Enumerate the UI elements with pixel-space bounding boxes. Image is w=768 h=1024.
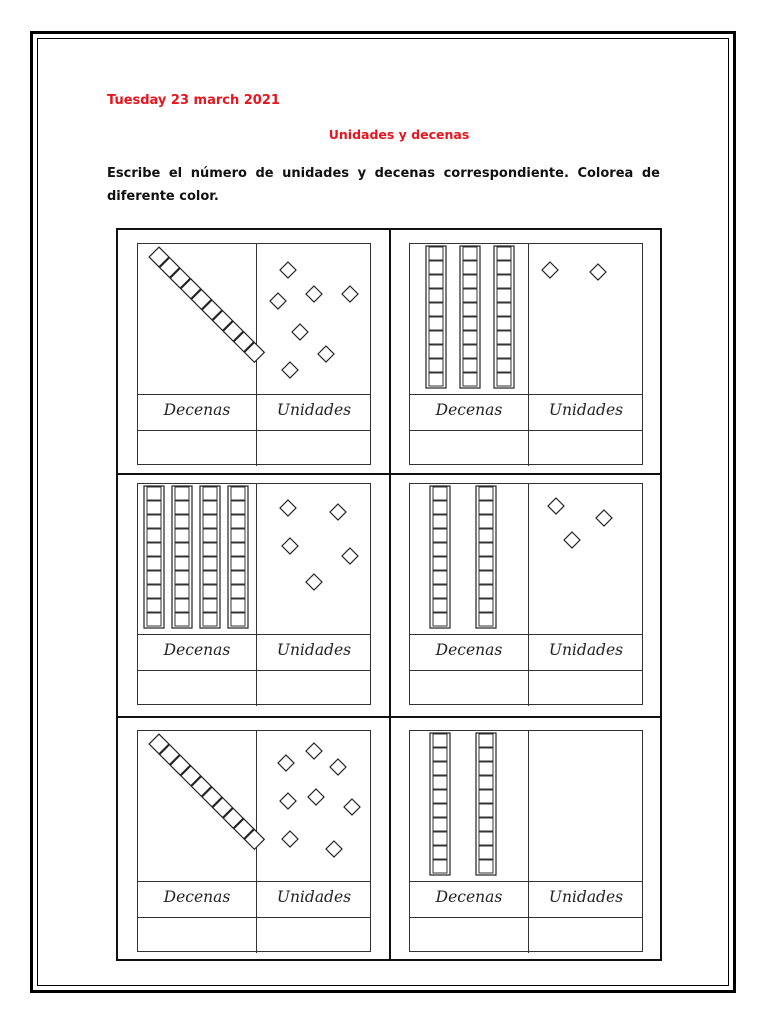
unit-cube bbox=[590, 264, 606, 280]
tens-rod bbox=[426, 246, 446, 388]
worksheet-title: Unidades y decenas bbox=[328, 127, 470, 142]
exercise-grid bbox=[116, 228, 662, 961]
unit-cube bbox=[596, 510, 612, 526]
tens-rod-cube bbox=[203, 571, 217, 584]
tens-rod-cube bbox=[433, 762, 447, 775]
decenas-label: Decenas bbox=[163, 641, 231, 659]
decenas-label: Decenas bbox=[163, 888, 231, 906]
tens-rod-cube bbox=[479, 818, 493, 831]
unit-cube bbox=[306, 743, 322, 759]
unit-cube bbox=[330, 504, 346, 520]
unidades-answer-box[interactable] bbox=[529, 671, 644, 705]
tens-rod-cube bbox=[433, 776, 447, 789]
tens-rod-cube bbox=[203, 585, 217, 598]
tens-rod-cube bbox=[147, 557, 161, 570]
tens-rod-cube bbox=[147, 571, 161, 584]
decenas-label: Decenas bbox=[435, 401, 503, 419]
tens-rod-cube bbox=[479, 776, 493, 789]
card-row-line bbox=[138, 394, 370, 395]
tens-rod-cube bbox=[463, 359, 477, 372]
place-value-card-1 bbox=[137, 243, 371, 465]
tens-rod-cube bbox=[433, 748, 447, 761]
tens-rod-cube bbox=[433, 832, 447, 845]
tens-rod-cube bbox=[433, 487, 447, 500]
tens-rod-cube bbox=[479, 501, 493, 514]
tens-rod-cube bbox=[479, 557, 493, 570]
unit-cube bbox=[344, 799, 360, 815]
tens-rod-cube bbox=[175, 487, 189, 500]
decenas-answer-box[interactable] bbox=[138, 918, 256, 952]
tens-rod-cube bbox=[203, 501, 217, 514]
tens-rod-cube bbox=[147, 501, 161, 514]
unit-cube bbox=[278, 755, 294, 771]
unidades-label: Unidades bbox=[548, 401, 624, 419]
tens-rod-cube bbox=[203, 613, 217, 626]
tens-rod-cube bbox=[463, 275, 477, 288]
tens-rod bbox=[430, 486, 450, 628]
tens-rod-cube bbox=[147, 543, 161, 556]
tens-rod-cube bbox=[429, 289, 443, 302]
place-value-picture bbox=[410, 484, 644, 634]
tens-rod-cube bbox=[203, 529, 217, 542]
tens-rod bbox=[460, 246, 480, 388]
tens-rod bbox=[172, 486, 192, 628]
unidades-answer-box[interactable] bbox=[529, 918, 644, 952]
tens-rod-cube bbox=[479, 571, 493, 584]
tens-rod-cube bbox=[479, 529, 493, 542]
card-row-line bbox=[138, 881, 370, 882]
tens-rod-cube bbox=[463, 331, 477, 344]
tens-rod-cube bbox=[203, 543, 217, 556]
decenas-answer-box[interactable] bbox=[138, 431, 256, 465]
tens-rod-cube bbox=[433, 790, 447, 803]
tens-rod-cube bbox=[479, 846, 493, 859]
tens-rod-cube bbox=[175, 515, 189, 528]
unidades-label: Unidades bbox=[276, 641, 352, 659]
unit-cube bbox=[542, 262, 558, 278]
tens-rod bbox=[200, 486, 220, 628]
tens-rod-cube bbox=[175, 613, 189, 626]
tens-rod-cube bbox=[147, 613, 161, 626]
tens-rod-cube bbox=[433, 860, 447, 873]
place-value-picture bbox=[138, 731, 372, 881]
tens-rod-cube bbox=[479, 860, 493, 873]
tens-rod bbox=[228, 486, 248, 628]
tens-rod-cube bbox=[463, 289, 477, 302]
tens-rod-cube bbox=[433, 571, 447, 584]
tens-rod-cube bbox=[433, 529, 447, 542]
tens-rod-cube bbox=[429, 275, 443, 288]
tens-rod-cube bbox=[147, 529, 161, 542]
instructions-text: Escribe el número de unidades y decenas correspondiente. Colorea de diferente color. bbox=[107, 166, 660, 204]
tens-rod-cube bbox=[433, 599, 447, 612]
tens-rod-cube bbox=[231, 613, 245, 626]
unit-cube bbox=[308, 789, 324, 805]
card-row-line bbox=[410, 394, 642, 395]
decenas-label: Decenas bbox=[435, 888, 503, 906]
tens-rod-cube bbox=[429, 317, 443, 330]
unit-cube bbox=[548, 498, 564, 514]
tens-rod-cube bbox=[231, 585, 245, 598]
tens-rod-cube bbox=[231, 487, 245, 500]
decenas-answer-box[interactable] bbox=[410, 671, 528, 705]
tens-rod-cube bbox=[433, 734, 447, 747]
unit-cube bbox=[564, 532, 580, 548]
place-value-card-6 bbox=[409, 730, 643, 952]
tens-rod-cube bbox=[429, 373, 443, 386]
tens-rod-cube bbox=[429, 261, 443, 274]
unit-cube bbox=[270, 293, 286, 309]
tens-rod-cube bbox=[147, 585, 161, 598]
place-value-picture bbox=[138, 484, 372, 634]
tens-rod-cube bbox=[175, 501, 189, 514]
unit-cube bbox=[282, 362, 298, 378]
unit-cube bbox=[306, 286, 322, 302]
unit-cube bbox=[292, 324, 308, 340]
tens-rod-cube bbox=[497, 303, 511, 316]
tens-rod-cube bbox=[175, 529, 189, 542]
unidades-label: Unidades bbox=[548, 888, 624, 906]
tens-rod-cube bbox=[203, 557, 217, 570]
tens-rod-cube bbox=[429, 303, 443, 316]
place-value-picture bbox=[138, 244, 372, 394]
tens-rod-cube bbox=[463, 317, 477, 330]
tens-rod bbox=[149, 734, 264, 849]
tens-rod-cube bbox=[479, 748, 493, 761]
tens-rod-cube bbox=[433, 515, 447, 528]
tens-rod-cube bbox=[479, 487, 493, 500]
unidades-answer-box[interactable] bbox=[257, 431, 372, 465]
place-value-card-3 bbox=[137, 483, 371, 705]
tens-rod-cube bbox=[497, 261, 511, 274]
tens-rod-cube bbox=[479, 804, 493, 817]
tens-rod-cube bbox=[463, 345, 477, 358]
tens-rod-cube bbox=[203, 599, 217, 612]
unit-cube bbox=[306, 574, 322, 590]
unit-cube bbox=[282, 831, 298, 847]
place-value-card-5 bbox=[137, 730, 371, 952]
tens-rod-cube bbox=[231, 557, 245, 570]
tens-rod-cube bbox=[479, 790, 493, 803]
tens-rod-cube bbox=[463, 261, 477, 274]
tens-rod-cube bbox=[433, 846, 447, 859]
date-text: Tuesday 23 march 2021 bbox=[107, 93, 280, 108]
tens-rod-cube bbox=[433, 501, 447, 514]
tens-rod-cube bbox=[497, 289, 511, 302]
grid-divider-horizontal-1 bbox=[118, 473, 660, 475]
card-row-line bbox=[410, 634, 642, 635]
decenas-answer-box[interactable] bbox=[138, 671, 256, 705]
tens-rod-cube bbox=[175, 585, 189, 598]
tens-rod-cube bbox=[433, 557, 447, 570]
tens-rod-cube bbox=[147, 515, 161, 528]
tens-rod bbox=[149, 247, 264, 362]
tens-rod-cube bbox=[497, 359, 511, 372]
unit-cube bbox=[280, 793, 296, 809]
unit-cube bbox=[326, 841, 342, 857]
tens-rod-cube bbox=[479, 734, 493, 747]
card-row-line bbox=[410, 881, 642, 882]
tens-rod-cube bbox=[429, 331, 443, 344]
tens-rod-cube bbox=[433, 543, 447, 556]
tens-rod-cube bbox=[147, 487, 161, 500]
tens-rod-cube bbox=[479, 762, 493, 775]
tens-rod-cube bbox=[203, 487, 217, 500]
tens-rod-cube bbox=[231, 543, 245, 556]
tens-rod-cube bbox=[479, 613, 493, 626]
decenas-label: Decenas bbox=[163, 401, 231, 419]
tens-rod-cube bbox=[479, 515, 493, 528]
tens-rod bbox=[476, 486, 496, 628]
tens-rod-cube bbox=[429, 359, 443, 372]
place-value-picture bbox=[410, 731, 644, 881]
unidades-answer-box[interactable] bbox=[257, 918, 372, 952]
unit-cube bbox=[342, 286, 358, 302]
unidades-label: Unidades bbox=[276, 888, 352, 906]
tens-rod-cube bbox=[433, 613, 447, 626]
tens-rod-cube bbox=[497, 331, 511, 344]
unit-cube bbox=[280, 500, 296, 516]
grid-divider-horizontal-2 bbox=[118, 716, 660, 718]
decenas-answer-box[interactable] bbox=[410, 918, 528, 952]
tens-rod-cube bbox=[231, 515, 245, 528]
tens-rod-cube bbox=[231, 571, 245, 584]
tens-rod-cube bbox=[429, 345, 443, 358]
tens-rod-cube bbox=[497, 275, 511, 288]
tens-rod-cube bbox=[429, 247, 443, 260]
decenas-label: Decenas bbox=[435, 641, 503, 659]
tens-rod-cube bbox=[231, 501, 245, 514]
tens-rod-cube bbox=[497, 373, 511, 386]
tens-rod-cube bbox=[175, 571, 189, 584]
tens-rod-cube bbox=[203, 515, 217, 528]
card-row-line bbox=[138, 634, 370, 635]
unit-cube bbox=[282, 538, 298, 554]
unidades-label: Unidades bbox=[276, 401, 352, 419]
tens-rod bbox=[494, 246, 514, 388]
tens-rod-cube bbox=[231, 529, 245, 542]
place-value-picture bbox=[410, 244, 644, 394]
tens-rod-cube bbox=[479, 585, 493, 598]
unidades-answer-box[interactable] bbox=[257, 671, 372, 705]
tens-rod-cube bbox=[497, 345, 511, 358]
tens-rod-cube bbox=[497, 247, 511, 260]
tens-rod-cube bbox=[479, 599, 493, 612]
unidades-answer-box[interactable] bbox=[529, 431, 644, 465]
unit-cube bbox=[330, 759, 346, 775]
place-value-card-2 bbox=[409, 243, 643, 465]
tens-rod-cube bbox=[175, 543, 189, 556]
tens-rod bbox=[430, 733, 450, 875]
tens-rod-cube bbox=[433, 804, 447, 817]
tens-rod bbox=[476, 733, 496, 875]
unit-cube bbox=[318, 346, 334, 362]
unit-cube bbox=[342, 548, 358, 564]
decenas-answer-box[interactable] bbox=[410, 431, 528, 465]
tens-rod-cube bbox=[479, 543, 493, 556]
tens-rod-cube bbox=[463, 247, 477, 260]
tens-rod-cube bbox=[433, 585, 447, 598]
tens-rod-cube bbox=[147, 599, 161, 612]
tens-rod-cube bbox=[463, 303, 477, 316]
tens-rod-cube bbox=[231, 599, 245, 612]
tens-rod bbox=[144, 486, 164, 628]
unit-cube bbox=[280, 262, 296, 278]
tens-rod-cube bbox=[175, 557, 189, 570]
tens-rod-cube bbox=[175, 599, 189, 612]
grid-divider-vertical bbox=[389, 230, 391, 959]
unidades-label: Unidades bbox=[548, 641, 624, 659]
tens-rod-cube bbox=[497, 317, 511, 330]
place-value-card-4 bbox=[409, 483, 643, 705]
tens-rod-cube bbox=[433, 818, 447, 831]
tens-rod-cube bbox=[479, 832, 493, 845]
tens-rod-cube bbox=[463, 373, 477, 386]
